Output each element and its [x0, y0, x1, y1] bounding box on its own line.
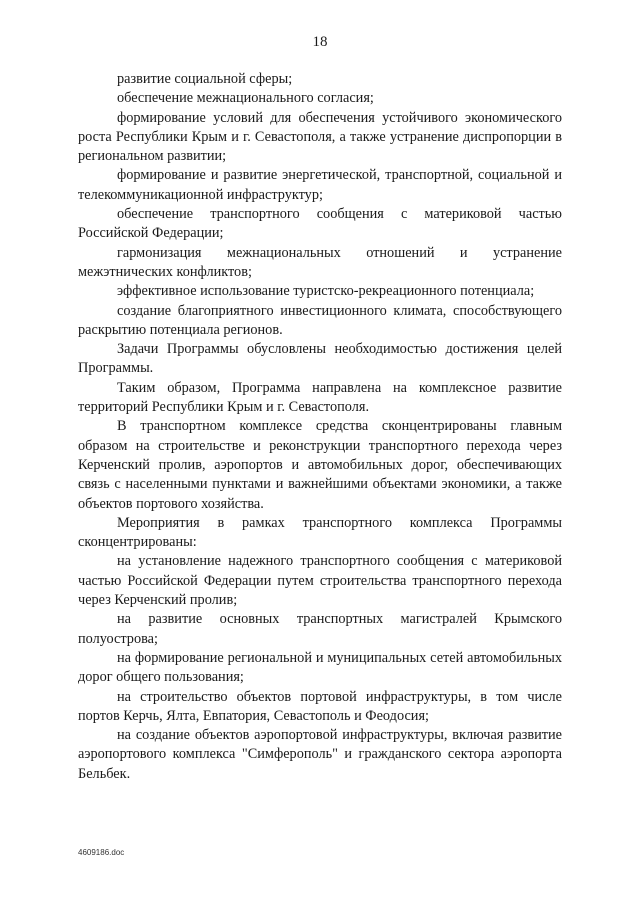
footer-filename: 4609186.doc: [78, 848, 125, 857]
document-body: [78, 70, 562, 784]
paragraph: формирование и развитие энергетической, транспортной, социальной и телекоммуникационной инфраструктур;: [78, 167, 562, 203]
paragraph: на строительство объектов портовой инфраструктуры, в том числе портов Керчь, Ялта, Евпатория, Севастополь и Феодосия;: [78, 688, 562, 724]
paragraph: Мероприятия в рамках транспортного комплекса Программы сконцентрированы:: [78, 514, 562, 551]
paragraph: В транспортном комплексе средства сконцентрированы главным образом на строительстве и реконструкции транспортного перехода через Керченский пролив, аэропортов и автомобильных дорог, обеспечивающих связь с населенными пунктами и важнейшими объектами экономики, а также объектов портового хозяйства.: [78, 418, 562, 512]
paragraph: на установление надежного транспортного сообщения с материковой частью Российской Федерации путем строительства транспортного перехода через Керченский пролив;: [78, 553, 562, 609]
paragraph: формирование условий для обеспечения устойчивого экономического роста Республики Крым и г. Севастополя, а также устранение диспропорции в региональном развитии;: [78, 109, 562, 165]
paragraph: на развитие основных транспортных магистралей Крымского полуострова;: [78, 611, 562, 647]
paragraph: развитие социальной сферы;: [117, 71, 293, 87]
paragraph: создание благоприятного инвестиционного климата, способствующего раскрытию потенциала регионов.: [78, 302, 562, 338]
paragraph: эффективное использование туристско-рекреационного потенциала;: [117, 283, 535, 300]
paragraph: обеспечение транспортного сообщения с материковой частью Российской Федерации;: [78, 206, 562, 242]
paragraph: на формирование региональной и муниципальных сетей автомобильных дорог общего пользования;: [78, 649, 562, 686]
paragraph: на создание объектов аэропортовой инфраструктуры, включая развитие аэропортового комплекса "Симферополь" и гражданского сектора аэропорта Бельбек.: [78, 727, 562, 782]
paragraph: обеспечение межнационального согласия;: [117, 90, 374, 107]
paragraph: Задачи Программы обусловлены необходимостью достижения целей Программы.: [78, 341, 562, 377]
page-number: 18: [312, 34, 328, 50]
paragraph: Таким образом, Программа направлена на комплексное развитие территорий Республики Крым и г. Севастополя.: [78, 379, 562, 416]
paragraph: гармонизация межнациональных отношений и устранение межэтнических конфликтов;: [78, 244, 562, 280]
